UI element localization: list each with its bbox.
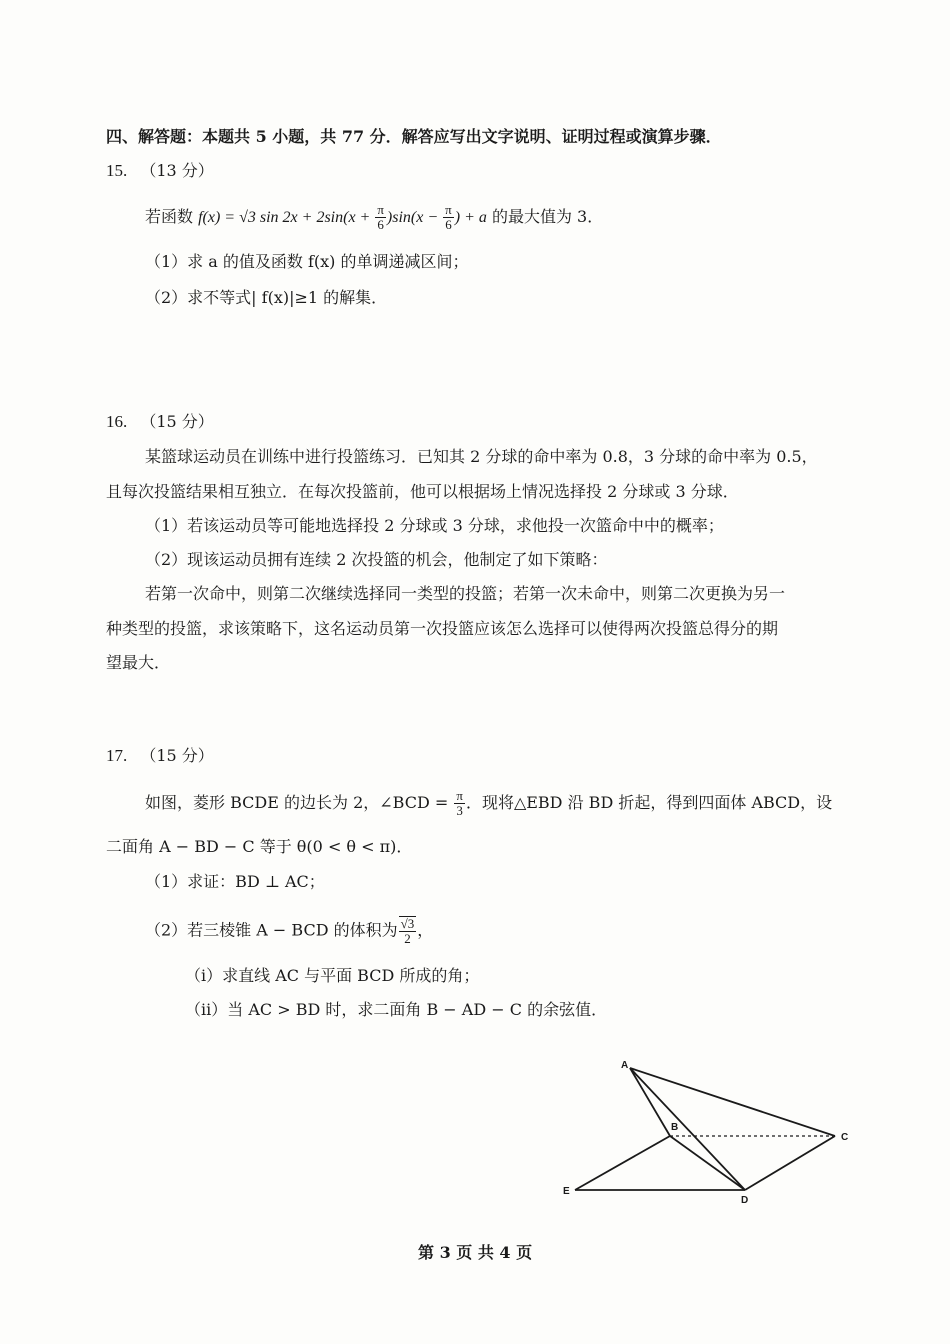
q15-score: （13 分） [140, 161, 214, 180]
page-footer: 第 3 页 共 4 页 [418, 1243, 533, 1262]
label-D: D [741, 1195, 749, 1206]
q15-stem-func: f(x) = √3 sin 2x + 2sin(x + [198, 209, 375, 226]
q16-number: 16. [106, 412, 128, 431]
q17-part2 [145, 916, 433, 946]
q17-stem-b: ．现将△EBD 沿 BD 折起，得到四面体 ABCD，设 [465, 793, 833, 812]
q15-stem-end: ) + a [454, 209, 487, 226]
q16-score: （15 分） [140, 412, 214, 431]
q15-stem-prefix: 若函数 [145, 207, 199, 226]
edge-E-B [575, 1136, 670, 1190]
q15-stem-suffix: 的最大值为 3． [486, 207, 604, 226]
q15-stem [145, 203, 603, 232]
label-B: B [671, 1122, 679, 1133]
q17-header [106, 745, 214, 767]
q17-frac: $\frac{\pi}{3}$ [456, 788, 463, 818]
label-E: E [563, 1186, 570, 1197]
q16-part1: （1）若该运动员等可能地选择投 2 分球或 3 分球，求他投一次篮命中中的概率； [145, 516, 724, 535]
q16-para2-line3: 望最大． [106, 653, 171, 672]
q17-score: （15 分） [140, 746, 214, 765]
edge-A-B [630, 1068, 670, 1136]
q17-part1: （1）求证：BD ⊥ AC； [145, 872, 325, 891]
q16-para2-line1: 若第一次命中，则第二次继续选择同一类型的投篮；若第一次未命中，则第二次更换为另一 [145, 584, 786, 603]
q16-part2: （2）现该运动员拥有连续 2 次投篮的机会，他制定了如下策略： [145, 550, 608, 569]
q15-frac2: $\frac{\pi}{6}$ [445, 202, 452, 232]
q17-number: 17. [106, 746, 128, 765]
label-C: C [841, 1132, 849, 1143]
q17-stem-line1 [145, 789, 832, 818]
q17-part2-b: ， [417, 920, 434, 940]
section-heading: 四、解答题：本题共 5 小题，共 77 分．解答应写出文字说明、证明过程或演算步骤． [106, 127, 722, 146]
q15-part2: （2）求不等式| f(x)|≥1 的解集． [145, 288, 388, 307]
q15-part1: （1）求 a 的值及函数 f(x) 的单调递减区间； [145, 252, 469, 271]
edge-B-D [670, 1136, 745, 1190]
q15-frac1: $\frac{\pi}{6}$ [377, 202, 384, 232]
q17-part2-a: （2）若三棱锥 A − BCD 的体积为 [145, 920, 398, 940]
q15-number: 15. [106, 161, 128, 180]
edge-A-C [630, 1068, 835, 1136]
tetrahedron-figure [555, 1050, 855, 1210]
q15-header [106, 160, 214, 182]
label-A: A [621, 1060, 629, 1071]
q16-header [106, 411, 214, 433]
q17-stem-line2: 二面角 A − BD − C 等于 θ(0 < θ < π)． [106, 837, 413, 856]
edge-C-D [745, 1136, 835, 1190]
q16-para2-line2: 种类型的投篮，求该策略下，这名运动员第一次投篮应该怎么选择可以使得两次投篮总得分的期 [106, 619, 779, 638]
q17-stem-a: 如图，菱形 BCDE 的边长为 2，∠BCD = [145, 793, 454, 812]
q15-stem-mid: )sin(x − [386, 209, 443, 226]
q16-para1-line2: 且每次投篮结果相互独立．在每次投篮前，他可以根据场上情况选择投 2 分球或 3 分球． [106, 482, 739, 501]
q17-part2-frac: $\frac{√3}{2}$ [400, 916, 415, 946]
q17-sub2: （ii）当 AC > BD 时，求二面角 B − AD − C 的余弦值． [185, 1000, 608, 1019]
q16-para1-line1: 某篮球运动员在训练中进行投篮练习．已知其 2 分球的命中率为 0.8，3 分球的命中率为 0.5， [145, 447, 818, 466]
q17-sub1: （i）求直线 AC 与平面 BCD 所成的角； [185, 966, 480, 985]
